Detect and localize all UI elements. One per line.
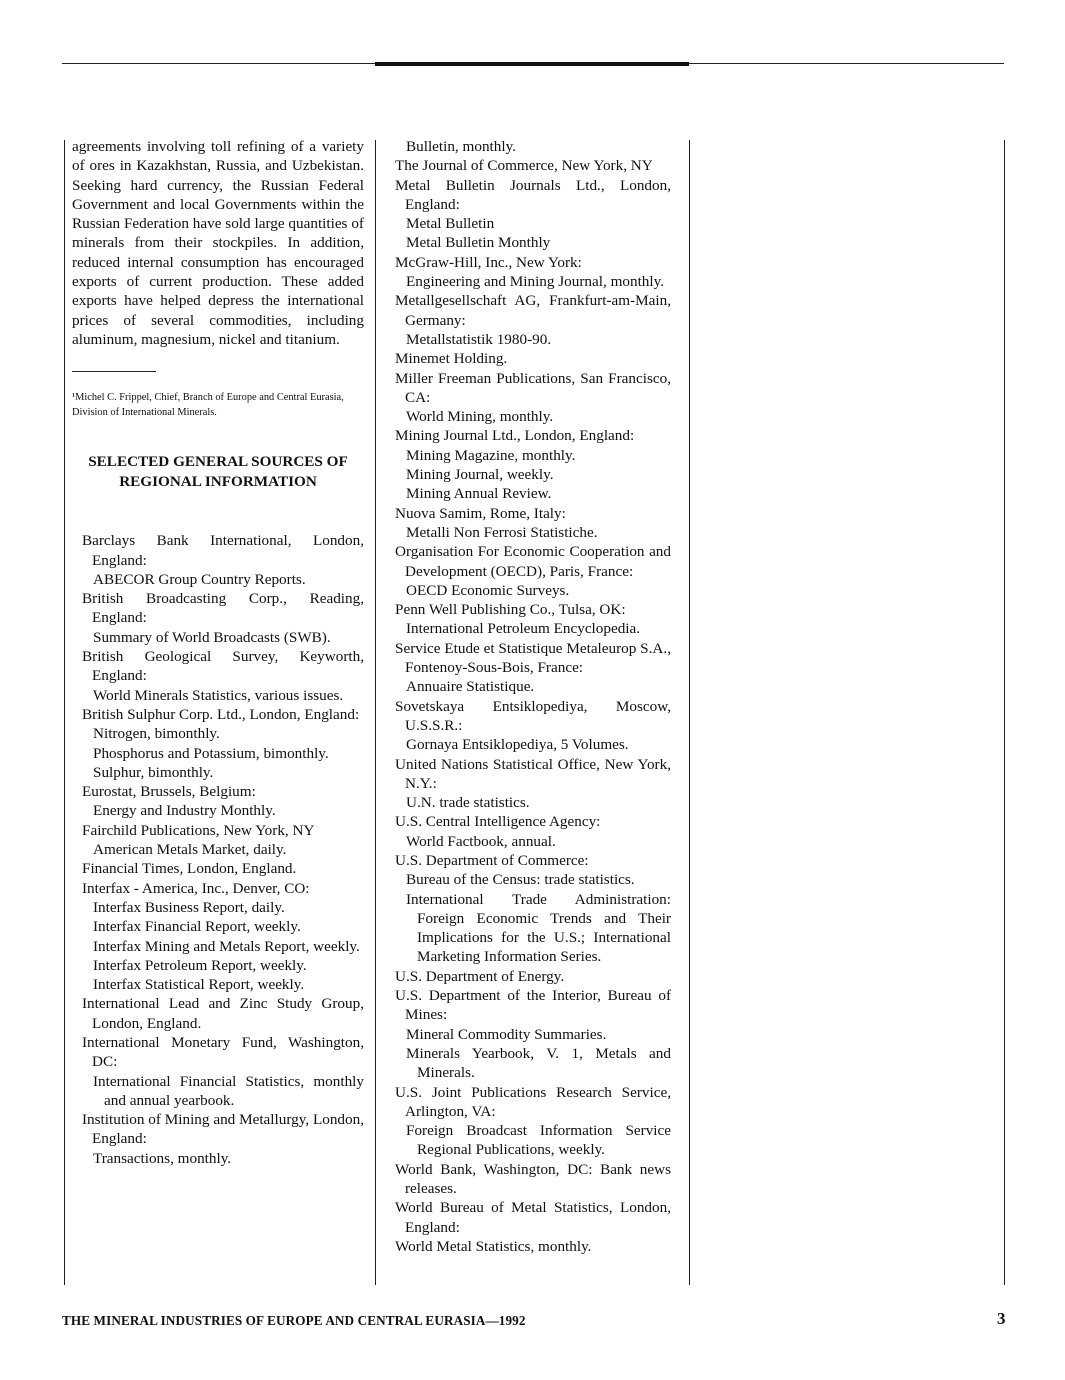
source-publisher: Nuova Samim, Rome, Italy:: [395, 504, 566, 522]
source-title: Transactions, monthly.: [93, 1149, 232, 1167]
source-title: Sulphur, bimonthly.: [93, 763, 214, 781]
source-publisher: International Lead and Zinc Study Group, London, England.: [82, 995, 364, 1032]
source-title: Metallstatistik 1980-90.: [406, 330, 552, 348]
column-rule-right: [689, 140, 690, 1285]
footnote: ¹Michel C. Frippel, Chief, Branch of Europe and Central Eurasia, Division of International Minerals.: [72, 392, 344, 419]
source-publisher: British Sulphur Corp. Ltd., London, England:: [82, 705, 360, 723]
source-title: Engineering and Mining Journal, monthly.: [406, 273, 665, 291]
source-title: Metal Bulletin Monthly: [406, 234, 551, 252]
running-footer: THE MINERAL INDUSTRIES OF EUROPE AND CENTRAL EURASIA—1992: [62, 1313, 526, 1328]
source-title: Annuaire Statistique.: [406, 678, 535, 696]
source-title: Mining Journal, weekly.: [406, 466, 554, 484]
source-title: OECD Economic Surveys.: [406, 581, 570, 599]
source-title: ABECOR Group Country Reports.: [93, 570, 306, 588]
source-title: Minerals Yearbook, V. 1, Metals and Minerals.: [406, 1044, 671, 1082]
middle-column: [395, 137, 671, 1256]
source-publisher: Metal Bulletin Journals Ltd., London, England:: [395, 176, 671, 213]
source-publisher: U.S. Central Intelligence Agency:: [395, 813, 601, 831]
footnote-rule: [72, 371, 156, 372]
source-title: Phosphorus and Potassium, bimonthly.: [93, 744, 329, 762]
source-list-left: [82, 531, 364, 1168]
column-rule-left: [64, 140, 65, 1285]
source-publisher: Fairchild Publications, New York, NY: [82, 821, 315, 839]
source-publisher: U.S. Department of Commerce:: [395, 851, 589, 869]
continued-title: Bulletin, monthly.: [406, 138, 516, 155]
source-title: Interfax Mining and Metals Report, weekly.: [93, 937, 360, 955]
section-heading-line-1: SELECTED GENERAL SOURCES OF: [88, 453, 348, 471]
column-rule-far-right: [1004, 140, 1005, 1285]
body-paragraph: agreements involving toll refining of a variety of ores in Kazakhstan, Russia, and Uzbekistan. Seeking hard currency, the Russian Federal Government and local Governments within the Russian Federation have sold large quantities of minerals from their stockpiles. In addition, reduced internal consumption has encouraged exports of current production. These added exports have helped depress the international prices of several commodities, including aluminum, magnesium, nickel and titanium.: [72, 138, 364, 348]
source-publisher: World Bureau of Metal Statistics, London, England:: [395, 1199, 671, 1236]
source-publisher: Organisation For Economic Cooperation and Development (OECD), Paris, France:: [395, 543, 671, 580]
source-title: Nitrogen, bimonthly.: [93, 725, 220, 743]
left-column: [72, 137, 364, 1168]
section-heading-line-2: REGIONAL INFORMATION: [119, 472, 317, 490]
source-title: International Trade Administration: Foreign Economic Trends and Their Implications for the U.S.; International Marketing Information Series.: [406, 890, 671, 966]
source-title: World Minerals Statistics, various issues.: [93, 686, 344, 704]
source-title: Gornaya Entsiklopediya, 5 Volumes.: [406, 736, 629, 754]
source-title: Mining Magazine, monthly.: [406, 446, 576, 464]
source-publisher: Sovetskaya Entsiklopediya, Moscow, U.S.S.R.:: [395, 697, 671, 734]
header-rule-bold-segment: [375, 62, 689, 66]
source-publisher: Miller Freeman Publications, San Francisco, CA:: [395, 369, 671, 406]
source-title: Foreign Broadcast Information Service Regional Publications, weekly.: [406, 1122, 671, 1159]
source-publisher: U.S. Department of Energy.: [395, 967, 565, 985]
source-title: Interfax Financial Report, weekly.: [93, 918, 301, 936]
source-title: World Factbook, annual.: [406, 832, 556, 850]
source-publisher: Institution of Mining and Metallurgy, London, England:: [82, 1111, 364, 1148]
source-title: International Petroleum Encyclopedia.: [406, 620, 641, 638]
source-publisher: Mining Journal Ltd., London, England:: [395, 427, 635, 445]
source-publisher: Interfax - America, Inc., Denver, CO:: [82, 879, 310, 897]
column-rule-middle: [375, 140, 376, 1285]
source-publisher: International Monetary Fund, Washington, DC:: [82, 1033, 364, 1071]
source-title: Metalli Non Ferrosi Statistiche.: [406, 523, 598, 541]
page-number: 3: [997, 1309, 1006, 1328]
source-publisher: World Bank, Washington, DC: Bank news releases.: [395, 1160, 671, 1198]
source-publisher: British Geological Survey, Keyworth, England:: [82, 648, 364, 685]
source-title: Interfax Petroleum Report, weekly.: [93, 956, 307, 974]
source-title: Summary of World Broadcasts (SWB).: [93, 628, 331, 646]
source-publisher: Metallgesellschaft AG, Frankfurt-am-Main, Germany:: [395, 292, 671, 329]
source-publisher: Penn Well Publishing Co., Tulsa, OK:: [395, 601, 626, 619]
section-heading: [72, 452, 364, 491]
source-title: Mineral Commodity Summaries.: [406, 1025, 607, 1043]
source-title: Interfax Business Report, daily.: [93, 898, 285, 916]
source-title: U.N. trade statistics.: [406, 794, 530, 812]
source-title: American Metals Market, daily.: [93, 841, 287, 859]
source-publisher: United Nations Statistical Office, New York, N.Y.:: [395, 755, 671, 792]
source-publisher: Eurostat, Brussels, Belgium:: [82, 783, 256, 801]
source-publisher: Barclays Bank International, London, England:: [82, 532, 364, 569]
source-publisher: World Metal Statistics, monthly.: [395, 1237, 592, 1255]
source-publisher: Service Etude et Statistique Metaleurop S.A., Fontenoy-Sous-Bois, France:: [395, 639, 671, 677]
source-publisher: McGraw-Hill, Inc., New York:: [395, 253, 582, 271]
source-publisher: U.S. Joint Publications Research Service, Arlington, VA:: [395, 1083, 671, 1120]
source-title: World Mining, monthly.: [406, 408, 554, 426]
source-title: Metal Bulletin: [406, 215, 495, 233]
source-title: Energy and Industry Monthly.: [93, 802, 276, 820]
source-title: Mining Annual Review.: [406, 485, 552, 503]
source-publisher: Minemet Holding.: [395, 350, 508, 368]
source-title: Bureau of the Census: trade statistics.: [406, 871, 635, 889]
source-publisher: Financial Times, London, England.: [82, 860, 297, 878]
source-publisher: U.S. Department of the Interior, Bureau of Mines:: [395, 987, 671, 1024]
source-title: Interfax Statistical Report, weekly.: [93, 976, 305, 994]
source-publisher: The Journal of Commerce, New York, NY: [395, 157, 653, 175]
source-title: International Financial Statistics, monthly and annual yearbook.: [93, 1072, 364, 1109]
source-publisher: British Broadcasting Corp., Reading, England:: [82, 590, 364, 627]
source-list-right: [395, 156, 671, 1256]
